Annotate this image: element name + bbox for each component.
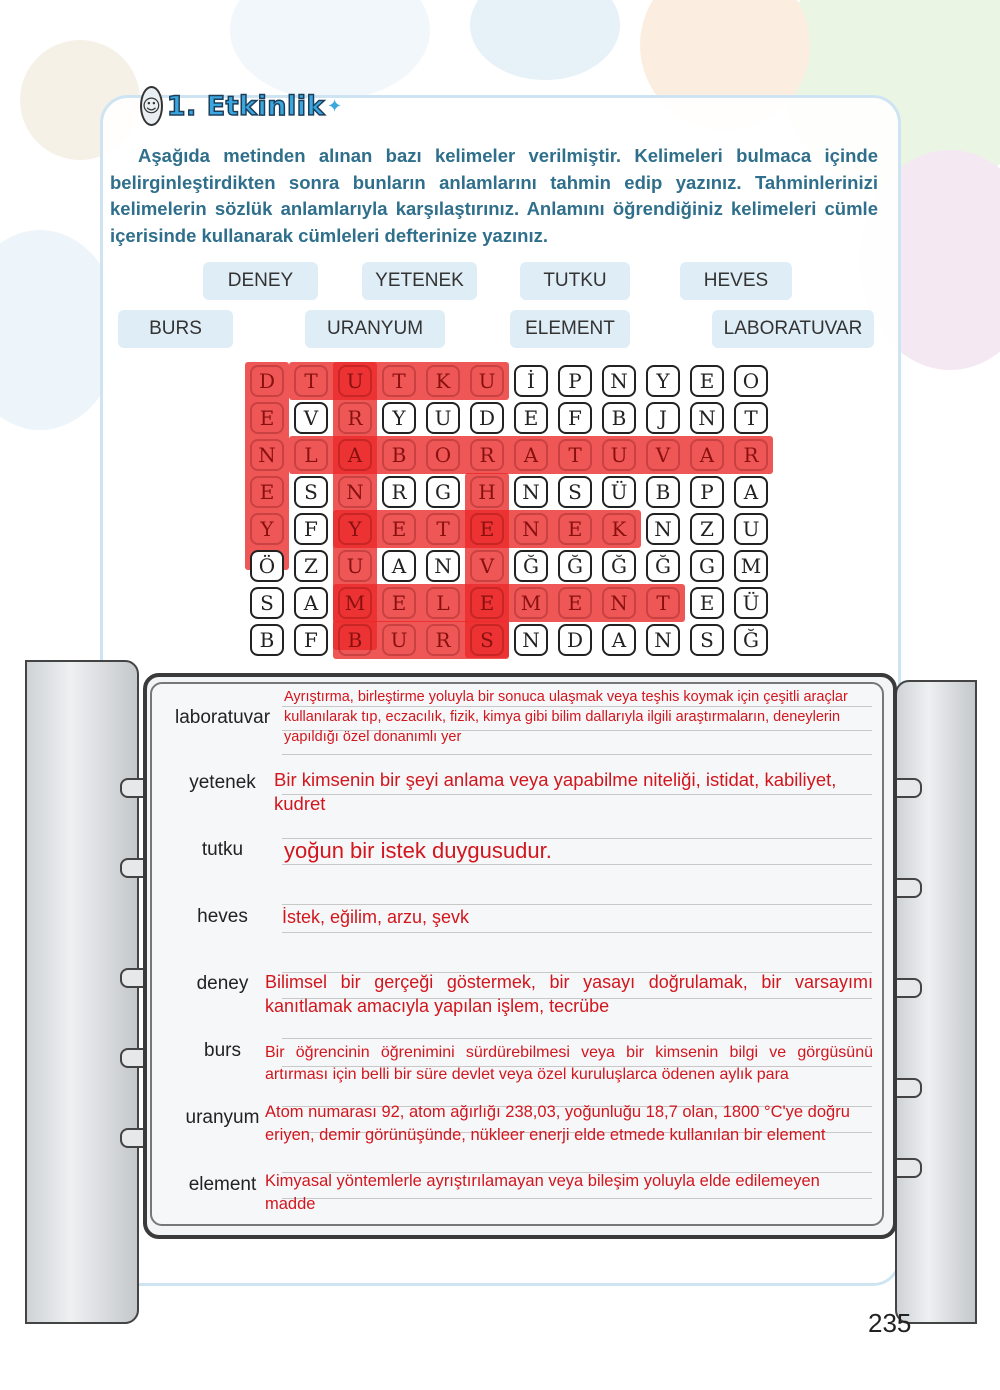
definition-text: Kimyasal yöntemlerle ayrıştırılamayan veya bileşim yoluyla elde edilemeyen madde bbox=[265, 1172, 820, 1213]
puzzle-cell: U bbox=[602, 439, 636, 471]
puzzle-cell: E bbox=[250, 402, 284, 434]
activity-title-text: 1. Etkinlik bbox=[166, 90, 325, 122]
puzzle-cell: U bbox=[382, 624, 416, 656]
definition-text: Atom numarası 92, atom ağırlığı 238,03, yoğunluğu 18,7 olan, 1800 °C'ye doğru eriyen, demir görünüşünde, nükleer enerji elde etmede kullanılan bir element bbox=[265, 1103, 850, 1144]
puzzle-cell: E bbox=[470, 587, 504, 619]
puzzle-cell: Z bbox=[294, 550, 328, 582]
puzzle-cell: R bbox=[470, 439, 504, 471]
puzzle-cell: U bbox=[734, 513, 768, 545]
word-label: tutku bbox=[201, 839, 244, 860]
puzzle-cell: Y bbox=[338, 513, 372, 545]
puzzle-cell: V bbox=[470, 550, 504, 582]
puzzle-cell: E bbox=[382, 513, 416, 545]
puzzle-cell: F bbox=[294, 513, 328, 545]
puzzle-cell: N bbox=[514, 513, 548, 545]
puzzle-cell: E bbox=[514, 402, 548, 434]
word-chip: BURS bbox=[118, 310, 233, 348]
puzzle-cell: V bbox=[294, 402, 328, 434]
puzzle-cell: N bbox=[514, 476, 548, 508]
puzzle-cell: T bbox=[558, 439, 592, 471]
word-chip: DENEY bbox=[203, 262, 318, 300]
puzzle-cell: N bbox=[514, 624, 548, 656]
puzzle-cell: U bbox=[338, 365, 372, 397]
puzzle-cell: S bbox=[470, 624, 504, 656]
puzzle-cell: B bbox=[602, 402, 636, 434]
puzzle-cell: N bbox=[646, 624, 680, 656]
puzzle-cell: N bbox=[426, 550, 460, 582]
puzzle-cell: A bbox=[690, 439, 724, 471]
puzzle-cell: H bbox=[470, 476, 504, 508]
puzzle-cell: T bbox=[382, 365, 416, 397]
puzzle-cell: E bbox=[470, 513, 504, 545]
puzzle-cell: E bbox=[250, 476, 284, 508]
puzzle-cell: L bbox=[294, 439, 328, 471]
puzzle-cell: E bbox=[558, 587, 592, 619]
left-door bbox=[25, 660, 139, 1324]
puzzle-cell: D bbox=[250, 365, 284, 397]
puzzle-cell: K bbox=[426, 365, 460, 397]
puzzle-cell: T bbox=[734, 402, 768, 434]
puzzle-cell: Y bbox=[250, 513, 284, 545]
puzzle-cell: L bbox=[426, 587, 460, 619]
puzzle-cell: A bbox=[514, 439, 548, 471]
puzzle-cell: G bbox=[690, 550, 724, 582]
right-door bbox=[895, 680, 977, 1324]
word-chip: TUTKU bbox=[520, 262, 630, 300]
puzzle-cell: İ bbox=[514, 365, 548, 397]
definition-text: yoğun bir istek duygusudur. bbox=[284, 838, 552, 863]
puzzle-cell: Ğ bbox=[558, 550, 592, 582]
puzzle-cell: R bbox=[426, 624, 460, 656]
puzzle-cell: A bbox=[294, 587, 328, 619]
puzzle-cell: O bbox=[426, 439, 460, 471]
puzzle-cell: D bbox=[470, 402, 504, 434]
definition-text: Ayrıştırma, birleştirme yoluyla bir sonuca ulaşmak veya teşhis koymak için çeşitli araçlar kullanılarak tıp, eczacılık, fizik, kimya gibi bilim dallarıyla ilgili araştırmaların, deneylerin yapıldığı özel donanımlı yer bbox=[284, 689, 848, 745]
puzzle-cell: N bbox=[338, 476, 372, 508]
puzzle-cell: A bbox=[602, 624, 636, 656]
puzzle-cell: B bbox=[250, 624, 284, 656]
word-label: deney bbox=[196, 973, 249, 994]
puzzle-cell: N bbox=[250, 439, 284, 471]
puzzle-cell: Ü bbox=[602, 476, 636, 508]
page-number: 235 bbox=[868, 1308, 912, 1338]
word-chip: ELEMENT bbox=[510, 310, 630, 348]
puzzle-cell: A bbox=[382, 550, 416, 582]
puzzle-cell: U bbox=[470, 365, 504, 397]
puzzle-cell: K bbox=[602, 513, 636, 545]
puzzle-cell: T bbox=[426, 513, 460, 545]
puzzle-cell: V bbox=[646, 439, 680, 471]
puzzle-cell: N bbox=[646, 513, 680, 545]
puzzle-cell: N bbox=[602, 587, 636, 619]
instructions: Aşağıda metinden alınan bazı kelimeler verilmiştir. Kelimeleri bulmaca içinde belirginleştirdikten sonra bunların anlamlarını tahmin edip yazınız. Tahminlerinizi kelimelerin sözlük anlamlarıyla karşılaştırınız. Anlamını öğrendiğiniz kelimeleri cümle içerisinde kullanarak cümleleri defterinize yazınız. bbox=[110, 145, 878, 246]
puzzle-cell: B bbox=[646, 476, 680, 508]
word-label: laboratuvar bbox=[174, 707, 271, 728]
puzzle-cell: J bbox=[646, 402, 680, 434]
puzzle-cell: A bbox=[338, 439, 372, 471]
puzzle-cell: G bbox=[426, 476, 460, 508]
puzzle-cell: B bbox=[382, 439, 416, 471]
puzzle-cell: Ö bbox=[250, 550, 284, 582]
puzzle-cell: P bbox=[558, 365, 592, 397]
puzzle-cell: A bbox=[734, 476, 768, 508]
puzzle-cell: S bbox=[250, 587, 284, 619]
puzzle-cell: D bbox=[558, 624, 592, 656]
puzzle-cell: Ğ bbox=[734, 624, 768, 656]
puzzle-cell: N bbox=[602, 365, 636, 397]
puzzle-cell: R bbox=[338, 402, 372, 434]
background-bubble bbox=[470, 0, 620, 80]
definition-text: Bir öğrencinin öğrenimini sürdürebilmesi veya bir kimsenin bilgi ve görgüsünü artırması için belli bir süre devlet veya özel kuruluşlarca ödenen aylık para bbox=[265, 1044, 873, 1083]
puzzle-cell: E bbox=[382, 587, 416, 619]
definition-text: Bir kimsenin bir şeyi anlama veya yapabilme niteliği, istidat, kabiliyet, kudret bbox=[274, 769, 837, 814]
puzzle-cell: Ğ bbox=[646, 550, 680, 582]
puzzle-cell: S bbox=[690, 624, 724, 656]
word-label: element bbox=[188, 1174, 257, 1195]
word-chip: LABORATUVAR bbox=[712, 310, 874, 348]
puzzle-cell: Y bbox=[646, 365, 680, 397]
word-chip: YETENEK bbox=[362, 262, 477, 300]
puzzle-cell: E bbox=[690, 365, 724, 397]
puzzle-cell: U bbox=[338, 550, 372, 582]
puzzle-cell: T bbox=[646, 587, 680, 619]
definition-text: Bilimsel bir gerçeği göstermek, bir yasayı doğrulamak, bir varsayımı kanıtlamak amacıyla yapılan işlem, tecrübe bbox=[265, 972, 873, 1016]
puzzle-cell: T bbox=[294, 365, 328, 397]
puzzle-cell: E bbox=[558, 513, 592, 545]
puzzle-cell: R bbox=[382, 476, 416, 508]
puzzle-cell: Ğ bbox=[602, 550, 636, 582]
puzzle-cell: M bbox=[514, 587, 548, 619]
sparkle-icon: ✦ bbox=[326, 95, 343, 117]
puzzle-cell: P bbox=[690, 476, 724, 508]
puzzle-cell: N bbox=[690, 402, 724, 434]
puzzle-cell: F bbox=[558, 402, 592, 434]
puzzle-cell: U bbox=[426, 402, 460, 434]
puzzle-cell: Ğ bbox=[514, 550, 548, 582]
word-label: burs bbox=[204, 1040, 241, 1061]
puzzle-cell: M bbox=[338, 587, 372, 619]
puzzle-cell: B bbox=[338, 624, 372, 656]
word-chip: HEVES bbox=[680, 262, 792, 300]
word-chip: URANYUM bbox=[305, 310, 445, 348]
word-label: yetenek bbox=[189, 772, 256, 793]
puzzle-cell: Y bbox=[382, 402, 416, 434]
puzzle-cell: O bbox=[734, 365, 768, 397]
puzzle-cell: Ü bbox=[734, 587, 768, 619]
activity-title bbox=[140, 84, 343, 128]
definition-text: İstek, eğilim, arzu, şevk bbox=[282, 907, 470, 927]
puzzle-cell: R bbox=[734, 439, 768, 471]
puzzle-cell: S bbox=[558, 476, 592, 508]
puzzle-cell: M bbox=[734, 550, 768, 582]
puzzle-cell: F bbox=[294, 624, 328, 656]
word-label: heves bbox=[197, 906, 248, 927]
word-label: uranyum bbox=[185, 1107, 260, 1128]
puzzle-cell: Z bbox=[690, 513, 724, 545]
puzzle-cell: S bbox=[294, 476, 328, 508]
puzzle-cell: E bbox=[690, 587, 724, 619]
mascot-icon: ☺ bbox=[140, 86, 163, 126]
